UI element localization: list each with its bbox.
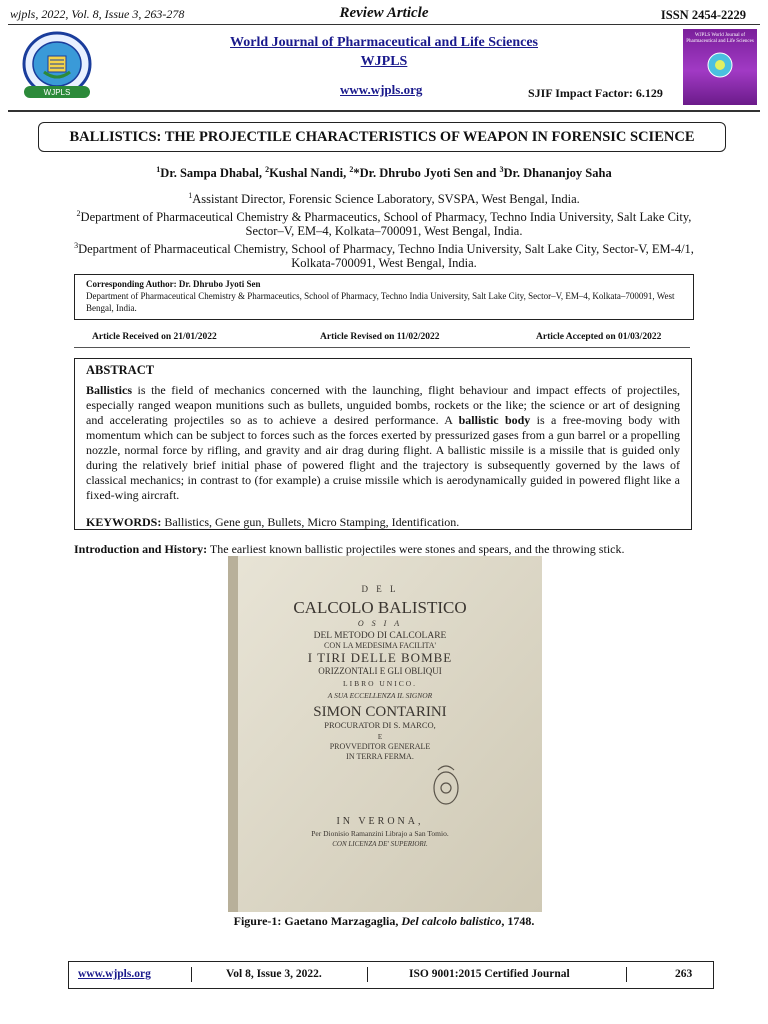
- book-line: IN TERRA FERMA.: [346, 752, 414, 761]
- figure-caption: Figure-1: Gaetano Marzagaglia, Del calcolo balistico, 1748.: [233, 914, 535, 928]
- book-line: ORIZZONTALI E GLI OBLIQUI: [318, 666, 442, 676]
- article-type: Review Article: [339, 5, 429, 21]
- book-line: Per Dionisio Ramanzini Librajo a San Tomio.: [311, 829, 449, 838]
- author: Dr. Dhananjoy Saha: [503, 166, 612, 181]
- author: Kushal Nandi,: [269, 166, 350, 181]
- impact-factor: SJIF Impact Factor: 6.129: [528, 86, 663, 100]
- footer-separator: [626, 967, 627, 982]
- abstract-heading: ABSTRACT: [86, 363, 155, 377]
- figure-book-title-page: [228, 556, 542, 912]
- book-line: LIBRO UNICO.: [343, 679, 417, 688]
- book-line: O S I A: [357, 619, 403, 628]
- keywords: KEYWORDS: Ballistics, Gene gun, Bullets, Micro Stamping, Identification.: [86, 515, 460, 529]
- author: Dr. Sampa Dhabal,: [160, 166, 266, 181]
- book-line: A SUA ECCELLENZA IL SIGNOR: [327, 691, 433, 700]
- book-line: IN VERONA,: [336, 816, 424, 827]
- book-line: DEL METODO DI CALCOLARE: [313, 631, 447, 641]
- accepted-date: Article Accepted on 01/03/2022: [536, 332, 662, 342]
- page-footer: [68, 961, 714, 989]
- author-list: $^1$Dr. Sampa Dhabal, $^2$Kushal Nandi, $^2$*Dr. Dhrubo Jyoti Sen and $^3$Dr. Dhananjoy Saha: [156, 165, 612, 181]
- book-line: CALCOLO BALISTICO: [293, 598, 467, 617]
- book-line: CON LICENZA DE' SUPERIORI.: [332, 840, 428, 848]
- footer-separator: [191, 967, 192, 982]
- book-line: PROVVEDITOR GENERALE: [329, 742, 431, 751]
- revised-date: Article Revised on 11/02/2022: [320, 332, 440, 342]
- book-line: SIMON CONTARINI: [313, 704, 447, 720]
- logo-label: WJPLS: [43, 88, 71, 97]
- divider: [8, 24, 760, 25]
- book-line: I TIRI DELLE BOMBE: [307, 650, 453, 665]
- affiliations: [70, 189, 698, 271]
- affiliation: $^2$Department of Pharmaceutical Chemistry & Pharmaceutics, School of Pharmacy, Techno India University, Salt Lake City, Sector–V, EM–4, Kolkata–700091, West Bengal, India.: [76, 208, 692, 239]
- book-line: E: [377, 733, 383, 741]
- corresponding-author: Corresponding Author: Dr. Dhrubo Jyoti Sen: [86, 279, 261, 289]
- abstract-box: [74, 358, 692, 530]
- corresponding-author-box: [74, 274, 694, 320]
- footer-iso: ISO 9001:2015 Certified Journal: [409, 968, 570, 980]
- received-date: Article Received on 21/01/2022: [92, 332, 217, 342]
- journal-abbreviation[interactable]: WJPLS: [360, 54, 408, 69]
- cover-text: WJPLS World Journal of Pharmaceutical and Life Sciences: [686, 33, 754, 44]
- corresponding-address: Department of Pharmaceutical Chemistry & Pharmaceutics, School of Pharmacy, Techno India University, Salt Lake City, Sector–V, EM–4, Kolkata–700091, West Bengal, India.: [86, 291, 675, 313]
- affiliation: $^3$Department of Pharmaceutical Chemistry, School of Pharmacy, Techno India University, Salt Lake City, Sector-V, EM-4/1, Kolkata-700091, West Bengal, India.: [74, 240, 694, 271]
- journal-url-link[interactable]: www.wjpls.org: [340, 82, 423, 97]
- author: *Dr. Dhrubo Jyoti Sen and: [353, 166, 500, 181]
- intro-paragraph: Introduction and History: The earliest known ballistic projectiles were stones and spears, and the throwing stick.: [74, 542, 625, 556]
- abstract-text: Ballistics is the field of mechanics concerned with the launching, flight behaviour and impact effects of projectiles, especially ranged weapon munitions such as bullets, unguided bombs, rockets or the like; the science or art of designing and accelerating projectiles so as to achieve a desired performance. A ballistic body is a free-moving body with momentum which can be subject to forces such as the forces exerted by pressurized gases from a gun barrel or a propelling nozzle, normal force by rifling, and gravity and air drag during flight. A ballistic missile is a missile that is guided only during the relatively brief initial phase of powered flight and the trajectory is subsequently governed by the laws of classical mechanics; in contrast to (for example) a cruise missile which is aerodynamically guided in powered flight like a fixed-wing aircraft.: [86, 383, 680, 502]
- issn: ISSN 2454-2229: [660, 8, 746, 22]
- page-number: 263: [675, 968, 693, 980]
- footer-volume: Vol 8, Issue 3, 2022.: [226, 968, 322, 980]
- footer-separator: [367, 967, 368, 982]
- citation: wjpls, 2022, Vol. 8, Issue 3, 263-278: [10, 7, 185, 21]
- journal-cover-image: [683, 29, 757, 105]
- affiliation: $^1$Assistant Director, Forensic Science Laboratory, SVSPA, West Bengal, India.: [188, 191, 580, 207]
- book-line: D E L: [361, 584, 399, 594]
- book-line: PROCURATOR DI S. MARCO,: [324, 720, 436, 730]
- divider: [74, 347, 690, 348]
- journal-title[interactable]: World Journal of Pharmaceutical and Life Sciences: [230, 35, 538, 50]
- footer-url-link[interactable]: www.wjpls.org: [78, 968, 151, 980]
- article-title: BALLISTICS: THE PROJECTILE CHARACTERISTICS OF WEAPON IN FORENSIC SCIENCE: [38, 122, 726, 152]
- book-line: CON LA MEDESIMA FACILITA': [324, 641, 436, 650]
- divider: [8, 110, 760, 112]
